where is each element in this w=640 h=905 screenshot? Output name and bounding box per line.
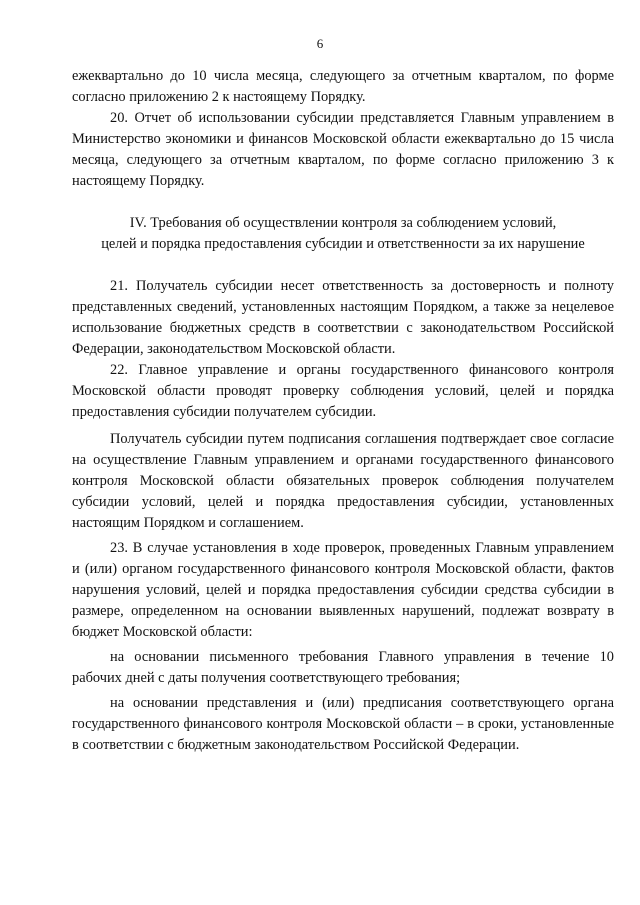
section-heading-line-1: IV. Требования об осуществлении контроля за соблюдением условий, bbox=[129, 215, 557, 231]
paragraph-23-item-1: на основании письменного требования Главного управления в течение 10 рабочих дней с даты получения соответствующего требования; bbox=[72, 649, 614, 686]
document-body bbox=[72, 66, 614, 756]
section-heading-line-2: целей и порядка предоставления субсидии и ответственности за их нарушение bbox=[101, 236, 585, 252]
paragraph-23: 23. В случае установления в ходе проверок, проведенных Главным управлением и (или) органом государственного финансового контроля Московской области, фактов нарушения условий, целей и порядка предоставления субсидии средства субсидии в размере, определенном на основании выявленных нарушений, подлежат возврату в бюджет Московской области: bbox=[72, 540, 614, 640]
section-heading bbox=[72, 213, 614, 255]
paragraph-continuation: ежеквартально до 10 числа месяца, следующего за отчетным кварталом, по форме согласно приложению 2 к настоящему Порядку. bbox=[72, 68, 614, 105]
paragraph-22: 22. Главное управление и органы государственного финансового контроля Московской области проводят проверку соблюдения условий, целей и порядка предоставления субсидии получателем субсидии. bbox=[72, 362, 614, 420]
paragraph-22-consent: Получатель субсидии путем подписания соглашения подтверждает свое согласие на осуществление Главным управлением и органами государственного финансового контроля Московской области обязательных проверок соблюдения получателем субсидии условий, целей и порядка предоставления субсидии, установленных настоящим Порядком и соглашением. bbox=[72, 431, 614, 531]
paragraph-23-item-2: на основании представления и (или) предписания соответствующего органа государственного финансового контроля Московской области – в сроки, установленные в соответствии с бюджетным законодательством Российской Федерации. bbox=[72, 695, 614, 753]
paragraph-21: 21. Получатель субсидии несет ответственность за достоверность и полноту представленных сведений, установленных настоящим Порядком, а также за нецелевое использование бюджетных средств в соответствии с законодательством Российской Федерации, законодательством Московской области. bbox=[72, 278, 614, 357]
paragraph-20: 20. Отчет об использовании субсидии представляется Главным управлением в Министерство экономики и финансов Московской области ежеквартально до 15 числа месяца, следующего за отчетным кварталом, по форме согласно приложению 3 к настоящему Порядку. bbox=[72, 110, 614, 189]
page-number: 6 bbox=[316, 36, 324, 51]
